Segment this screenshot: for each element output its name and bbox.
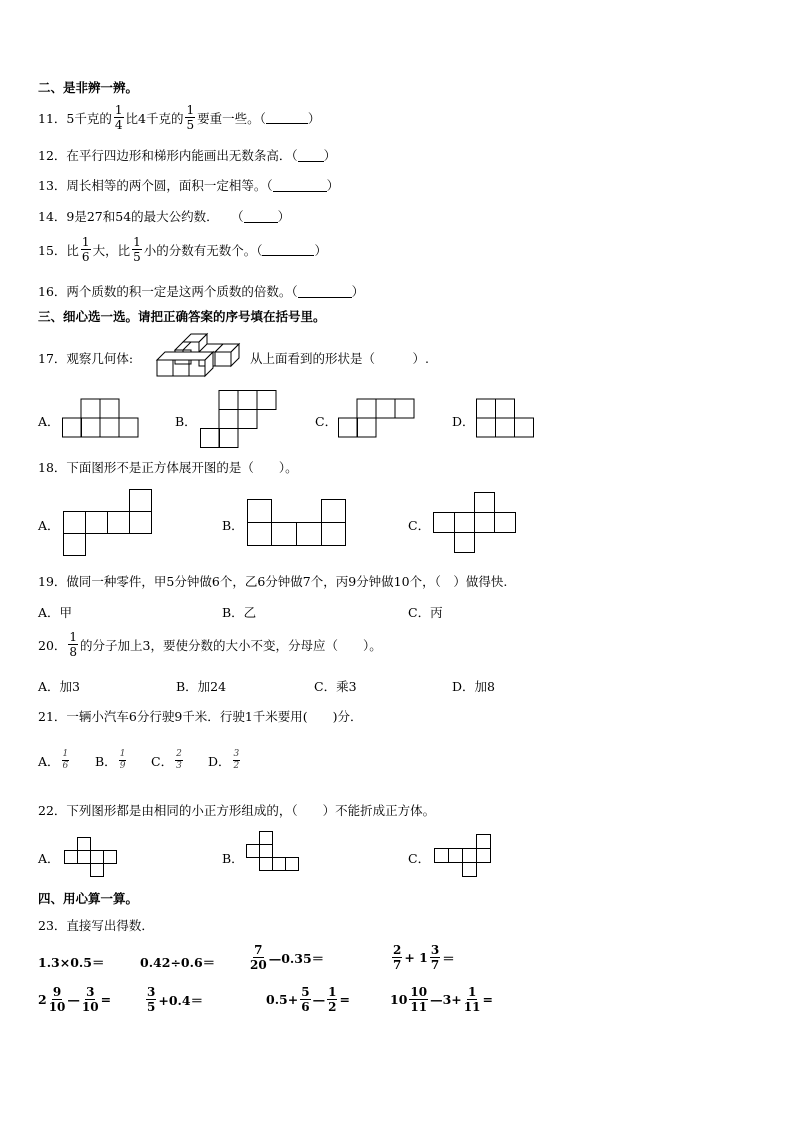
calc-2: 0.42÷0.6＝ [140,955,216,970]
section-4-title: 四、用心算一算。 [38,891,139,906]
calc-1: 1.3×0.5＝ [38,955,105,970]
q18-option-a[interactable]: A． [38,518,60,533]
question-20: 20． $\frac{1}{8}$ 的分子加上3，要使分数的大小不变，分母应（ ）。 [38,630,382,659]
q20-option-d[interactable]: D．加8 [452,679,495,694]
calc-5: 2 $\frac{9}{10}$ — $\frac{3}{10}$ = [38,985,112,1014]
section-2-title: 二、是非辨一辨。 [38,80,139,95]
q19-option-c[interactable]: C．丙 [408,605,443,620]
calc-3: $\frac{7}{20}$ —0.35＝ [250,943,325,972]
answer-blank[interactable] [273,179,327,192]
calc-8: 10 $\frac{10}{11}$ —3+ $\frac{1}{11}$ = [390,985,493,1014]
question-14: 14． 9是27和54的最大公约数． （ ） [38,209,291,224]
q18-option-b[interactable]: B． [222,518,244,533]
q18-option-c-figure [433,492,519,554]
question-17: 17． 观察几何体: [38,351,134,366]
q22-option-a[interactable]: A． [38,851,60,866]
q18-option-b-figure [247,499,349,549]
q22-option-c-figure [433,834,495,880]
q17-option-d[interactable]: D． [452,414,475,429]
q22-option-c[interactable]: C． [408,851,431,866]
question-22: 22． 下列图形都是由相同的小正方形组成的，（ ）不能折成正方体。 [38,803,436,818]
q20-option-a[interactable]: A．加3 [38,679,80,694]
answer-blank[interactable] [298,149,324,162]
q19-option-b[interactable]: B．乙 [222,605,257,620]
question-21: 21． 一辆小汽车6分行驶9千米．行驶1千米要用( )分． [38,709,363,724]
q20-option-b[interactable]: B．加24 [176,679,227,694]
q20-option-c[interactable]: C．乘3 [314,679,357,694]
calc-7: 0.5+ $\frac{5}{6}$ — $\frac{1}{2}$ = [266,985,350,1014]
answer-blank[interactable] [298,285,352,298]
question-12: 12． 在平行四边形和梯形内能画出无数条高．（ ） [38,148,337,163]
answer-blank[interactable] [266,111,308,124]
q17-option-c[interactable]: C． [315,414,338,429]
q17-option-d-figure [476,398,538,440]
q19-option-a[interactable]: A．甲 [38,605,73,620]
calc-4: $\frac{2}{7}$ + 1 $\frac{3}{7}$ ＝ [393,943,455,972]
answer-blank[interactable] [244,210,278,223]
q21-option-a[interactable]: A． $\frac{1}{6}$ [38,749,69,771]
q21-option-d[interactable]: D． $\frac{3}{2}$ [208,749,240,771]
question-23: 23． 直接写出得数． [38,918,154,933]
solid-figure [155,330,245,382]
q17-option-b[interactable]: B． [175,414,197,429]
q22-option-a-figure [64,837,118,881]
question-19: 19． 做同一种零件，甲5分钟做6个，乙6分钟做7个，丙9分钟做10个，（ ）做得快. [38,574,508,589]
answer-blank[interactable] [262,243,314,256]
q22-option-b[interactable]: B． [222,851,244,866]
section-3-title: 三、细心选一选。请把正确答案的序号填在括号里。 [38,309,326,324]
q17-option-c-figure [338,398,418,440]
q18-option-a-figure [63,489,155,557]
q18-option-c[interactable]: C． [408,518,431,533]
q22-option-b-figure [246,831,300,875]
question-13: 13． 周长相等的两个圆，面积一定相等。（ ） [38,178,340,193]
question-18: 18． 下面图形不是正方体展开图的是（ ）。 [38,460,298,475]
question-11: 11． 5千克的 $\frac{1}{4}$ 比4千克的 $\frac{1}{5}$ 要重一些。（ ） [38,103,321,132]
question-16: 16． 两个质数的积一定是这两个质数的倍数。（ ） [38,284,365,299]
question-17-prompt: 从上面看到的形状是（ ）. [250,351,429,366]
calc-6: $\frac{3}{5}$ +0.4＝ [147,985,204,1014]
q17-option-a[interactable]: A． [38,414,60,429]
q17-option-b-figure [200,390,280,450]
q17-option-a-figure [62,398,142,440]
q21-option-b[interactable]: B． $\frac{1}{9}$ [95,749,126,771]
q21-option-c[interactable]: C． $\frac{2}{3}$ [151,749,182,771]
question-15: 15． 比 $\frac{1}{6}$ 大，比 $\frac{1}{5}$ 小的分数有无数个。（ ） [38,235,327,264]
